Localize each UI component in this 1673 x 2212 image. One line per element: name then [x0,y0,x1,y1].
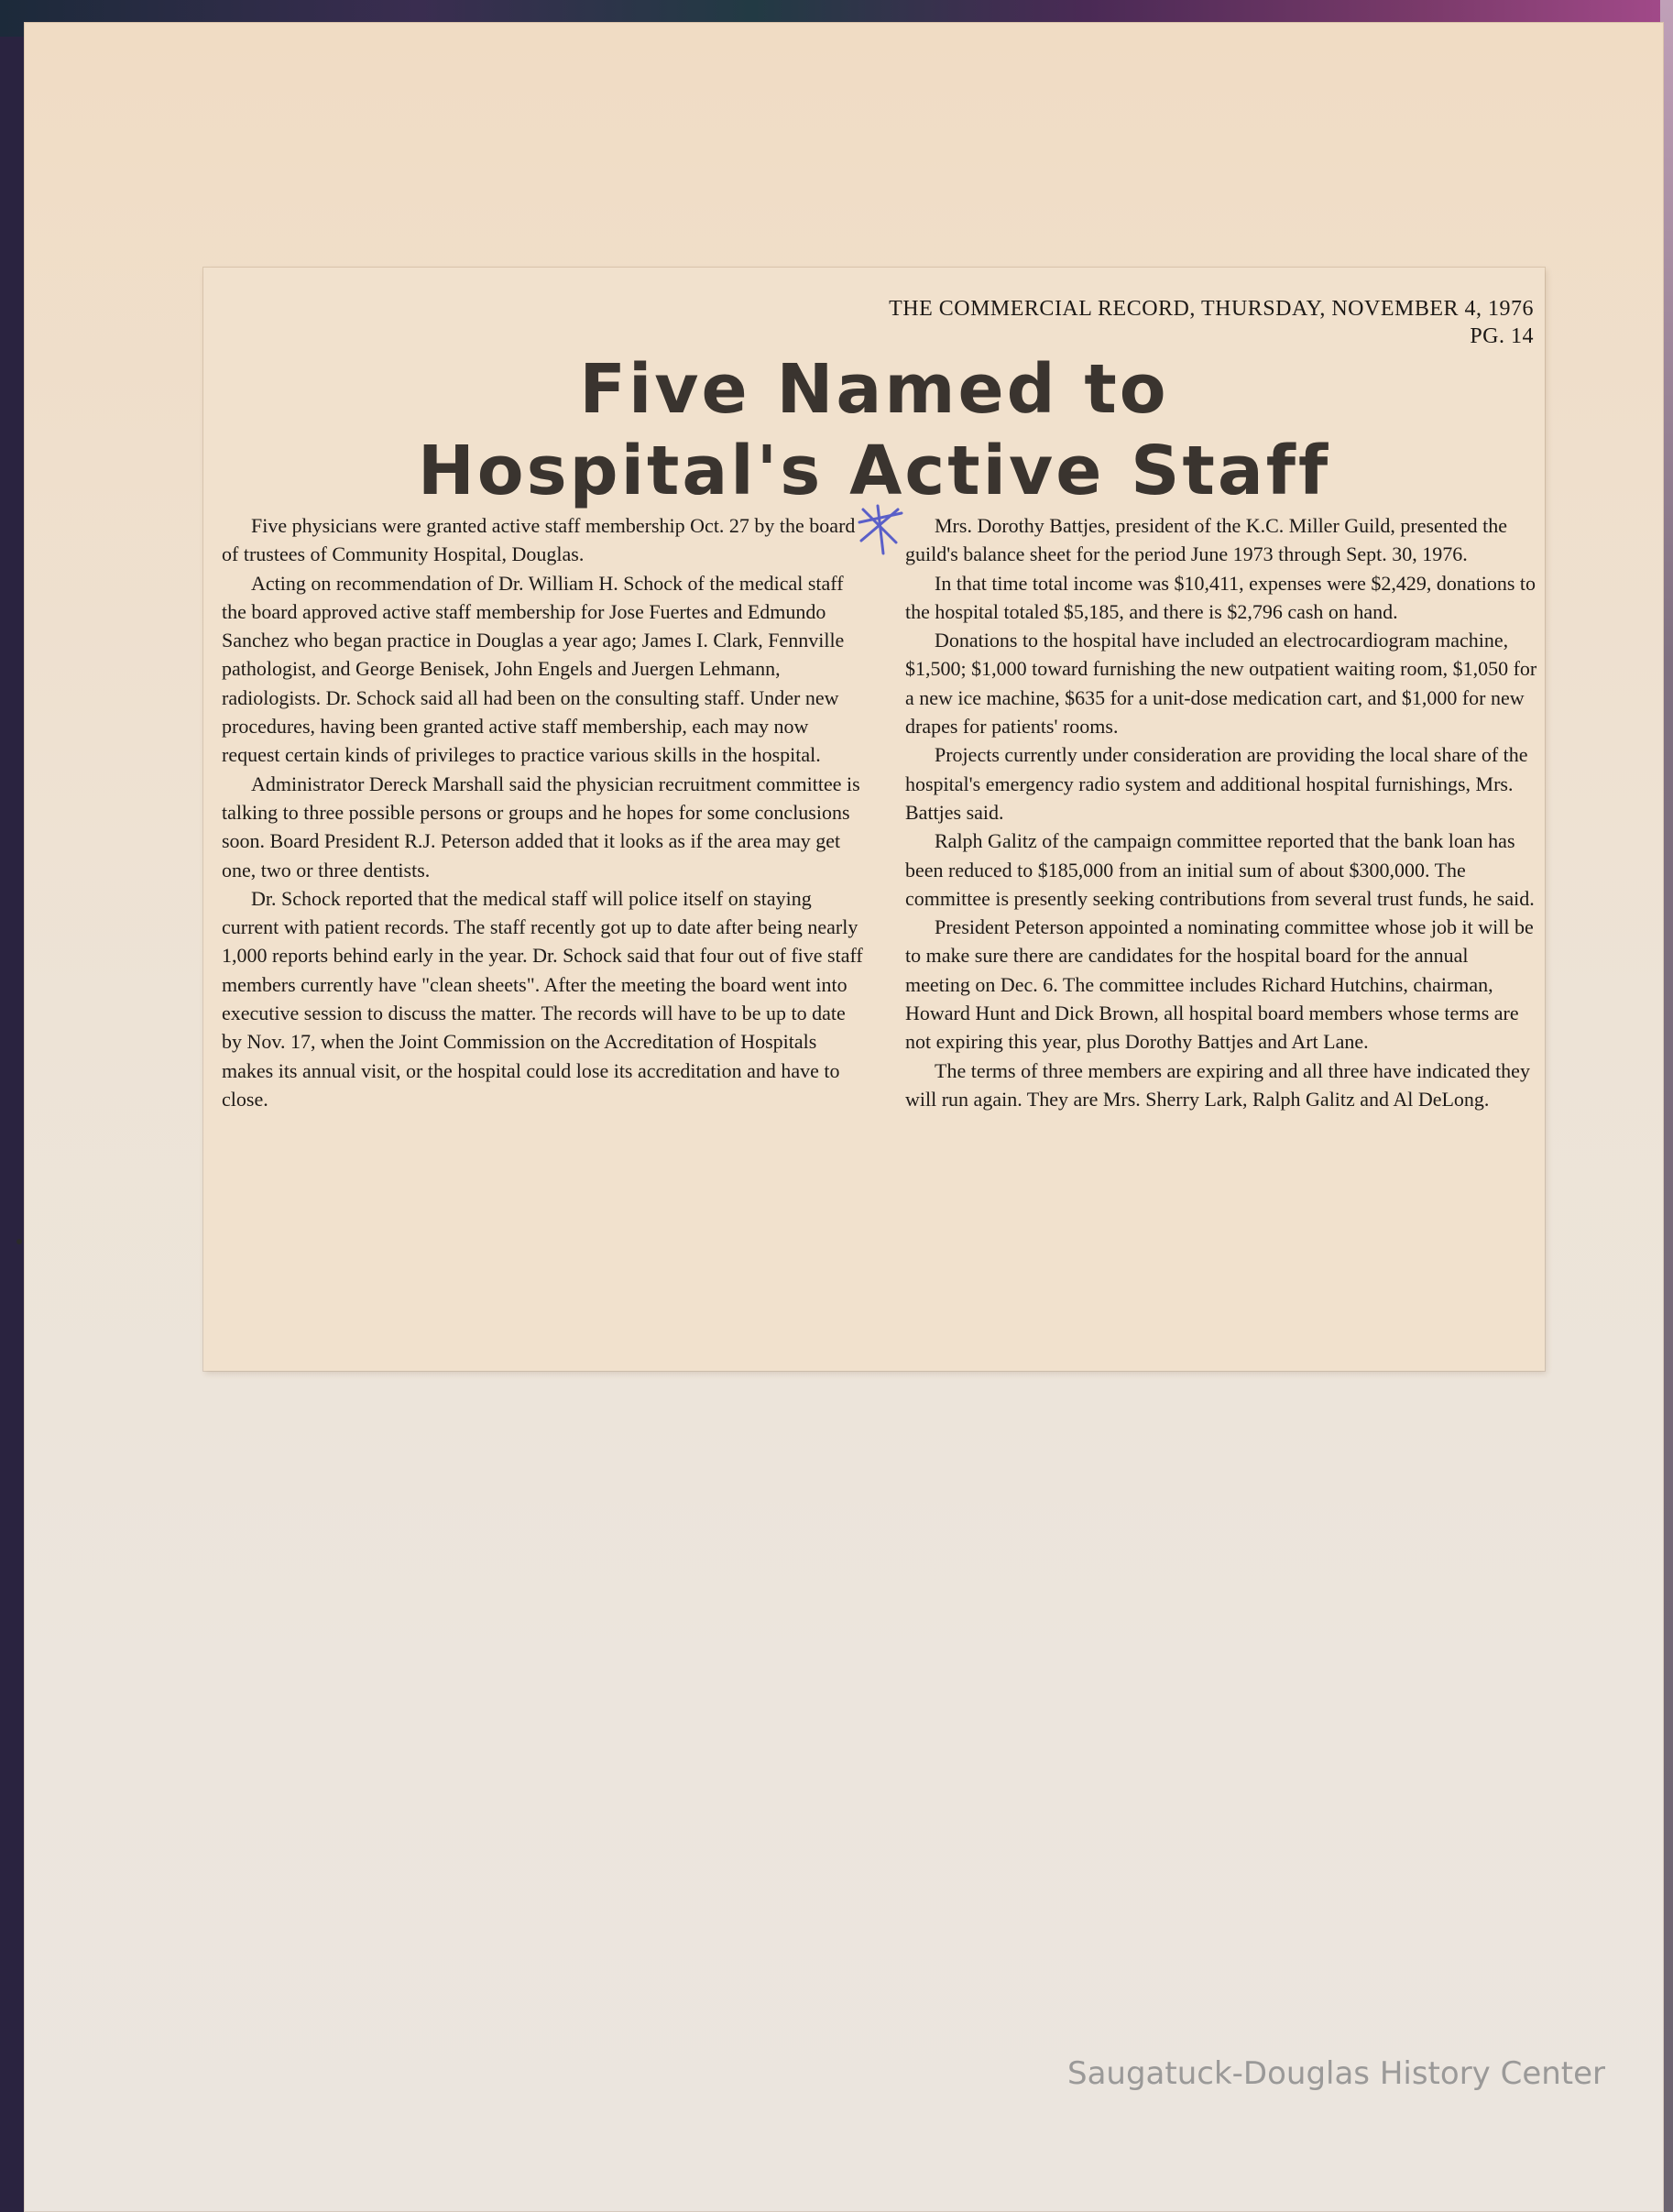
headline-line-1: Five Named to [579,350,1169,429]
paragraph: Ralph Galitz of the campaign committee reported that the bank loan has been reduced to $185,000 from an initial sum of about $300,000. The committee is presently seeking contributions from several trust funds, he said. [905,829,1535,910]
headline-line-2: Hospital's Active Staff [417,432,1331,510]
handwritten-asterisk-icon [852,502,907,557]
paragraph: Mrs. Dorothy Battjes, president of the K.C. Miller Guild, presented the guild's balance sheet for the period June 1973 through Sept. 30, 1976. [905,514,1508,566]
paragraph: President Peterson appointed a nominating committee whose job it will be to make sure there are candidates for the hospital board for the annual meeting on Dec. 6. The committee includes Richard Hutchins, chairman, Howard Hunt and Dick Brown, all hospital board members whose terms are not expiring this year, plus Dorothy Battjes and Art Lane. [905,915,1534,1054]
masthead [889,295,1534,350]
paragraph: The terms of three members are expiring and all three have indicated they will run again. They are Mrs. Sherry Lark, Ralph Galitz and Al DeLong. [905,1058,1530,1111]
paragraph: Projects currently under consideration are providing the local share of the hospital's emergency radio system and additional hospital furnishings, Mrs. Battjes said. [905,743,1528,824]
paragraph: Administrator Dereck Marshall said the physician recruitment committee is talking to three possible persons or groups and he hopes for some conclusions soon. Board President R.J. Peterson added that it looks as if the area may get one, two or three dentists. [222,772,860,882]
paragraph: Five physicians were granted active staff membership Oct. 27 by the board of trustees of Community Hospital, Douglas. [222,514,856,566]
article-column-right [905,511,1537,1113]
paragraph: In that time total income was $10,411, expenses were $2,429, donations to the hospital totaled $5,185, and there is $2,796 cash on hand. [905,571,1536,623]
paragraph: Donations to the hospital have included an electrocardiogram machine, $1,500; $1,000 toward furnishing the new outpatient waiting room, $1,050 for a new ice machine, $635 for a unit-dose medication cart, and $1,000 for new drapes for patients' rooms. [905,629,1537,739]
article-column-left [222,511,863,1113]
masthead-publication-date: THE COMMERCIAL RECORD, THURSDAY, NOVEMBER 4, 1976 [889,297,1534,321]
watermark: Saugatuck-Douglas History Center [1067,2055,1606,2092]
paragraph: Acting on recommendation of Dr. William H. Schock of the medical staff the board approved active staff membership for Jose Fuertes and Edmundo Sanchez who began practice in Douglas a year ago; James I. Clark, Fennville pathologist, and George Benisek, John Engels and Juergen Lehmann, radiologists. Dr. Schock said all had been on the consulting staff. Under new procedures, having been granted active staff membership, each may now request certain kinds of privileges to practice various skills in the hospital. [222,571,845,767]
paragraph: Dr. Schock reported that the medical staff will police itself on staying current with patient records. The staff recently got up to date after being nearly 1,000 reports behind early in the year. Dr. Schock said that four out of five staff members currently have "clean sheets". After the meeting the board went into executive session to discuss the matter. The records will have to be up to date by Nov. 17, when the Joint Commission on the Accreditation of Hospitals makes its annual visit, or the hospital could lose its accreditation and have to close. [222,886,863,1111]
scrapbook-page [24,22,1664,2212]
newspaper-clipping [203,268,1545,1371]
masthead-page-number: PG. 14 [1470,324,1534,348]
page-edge-mark [16,1239,22,1244]
